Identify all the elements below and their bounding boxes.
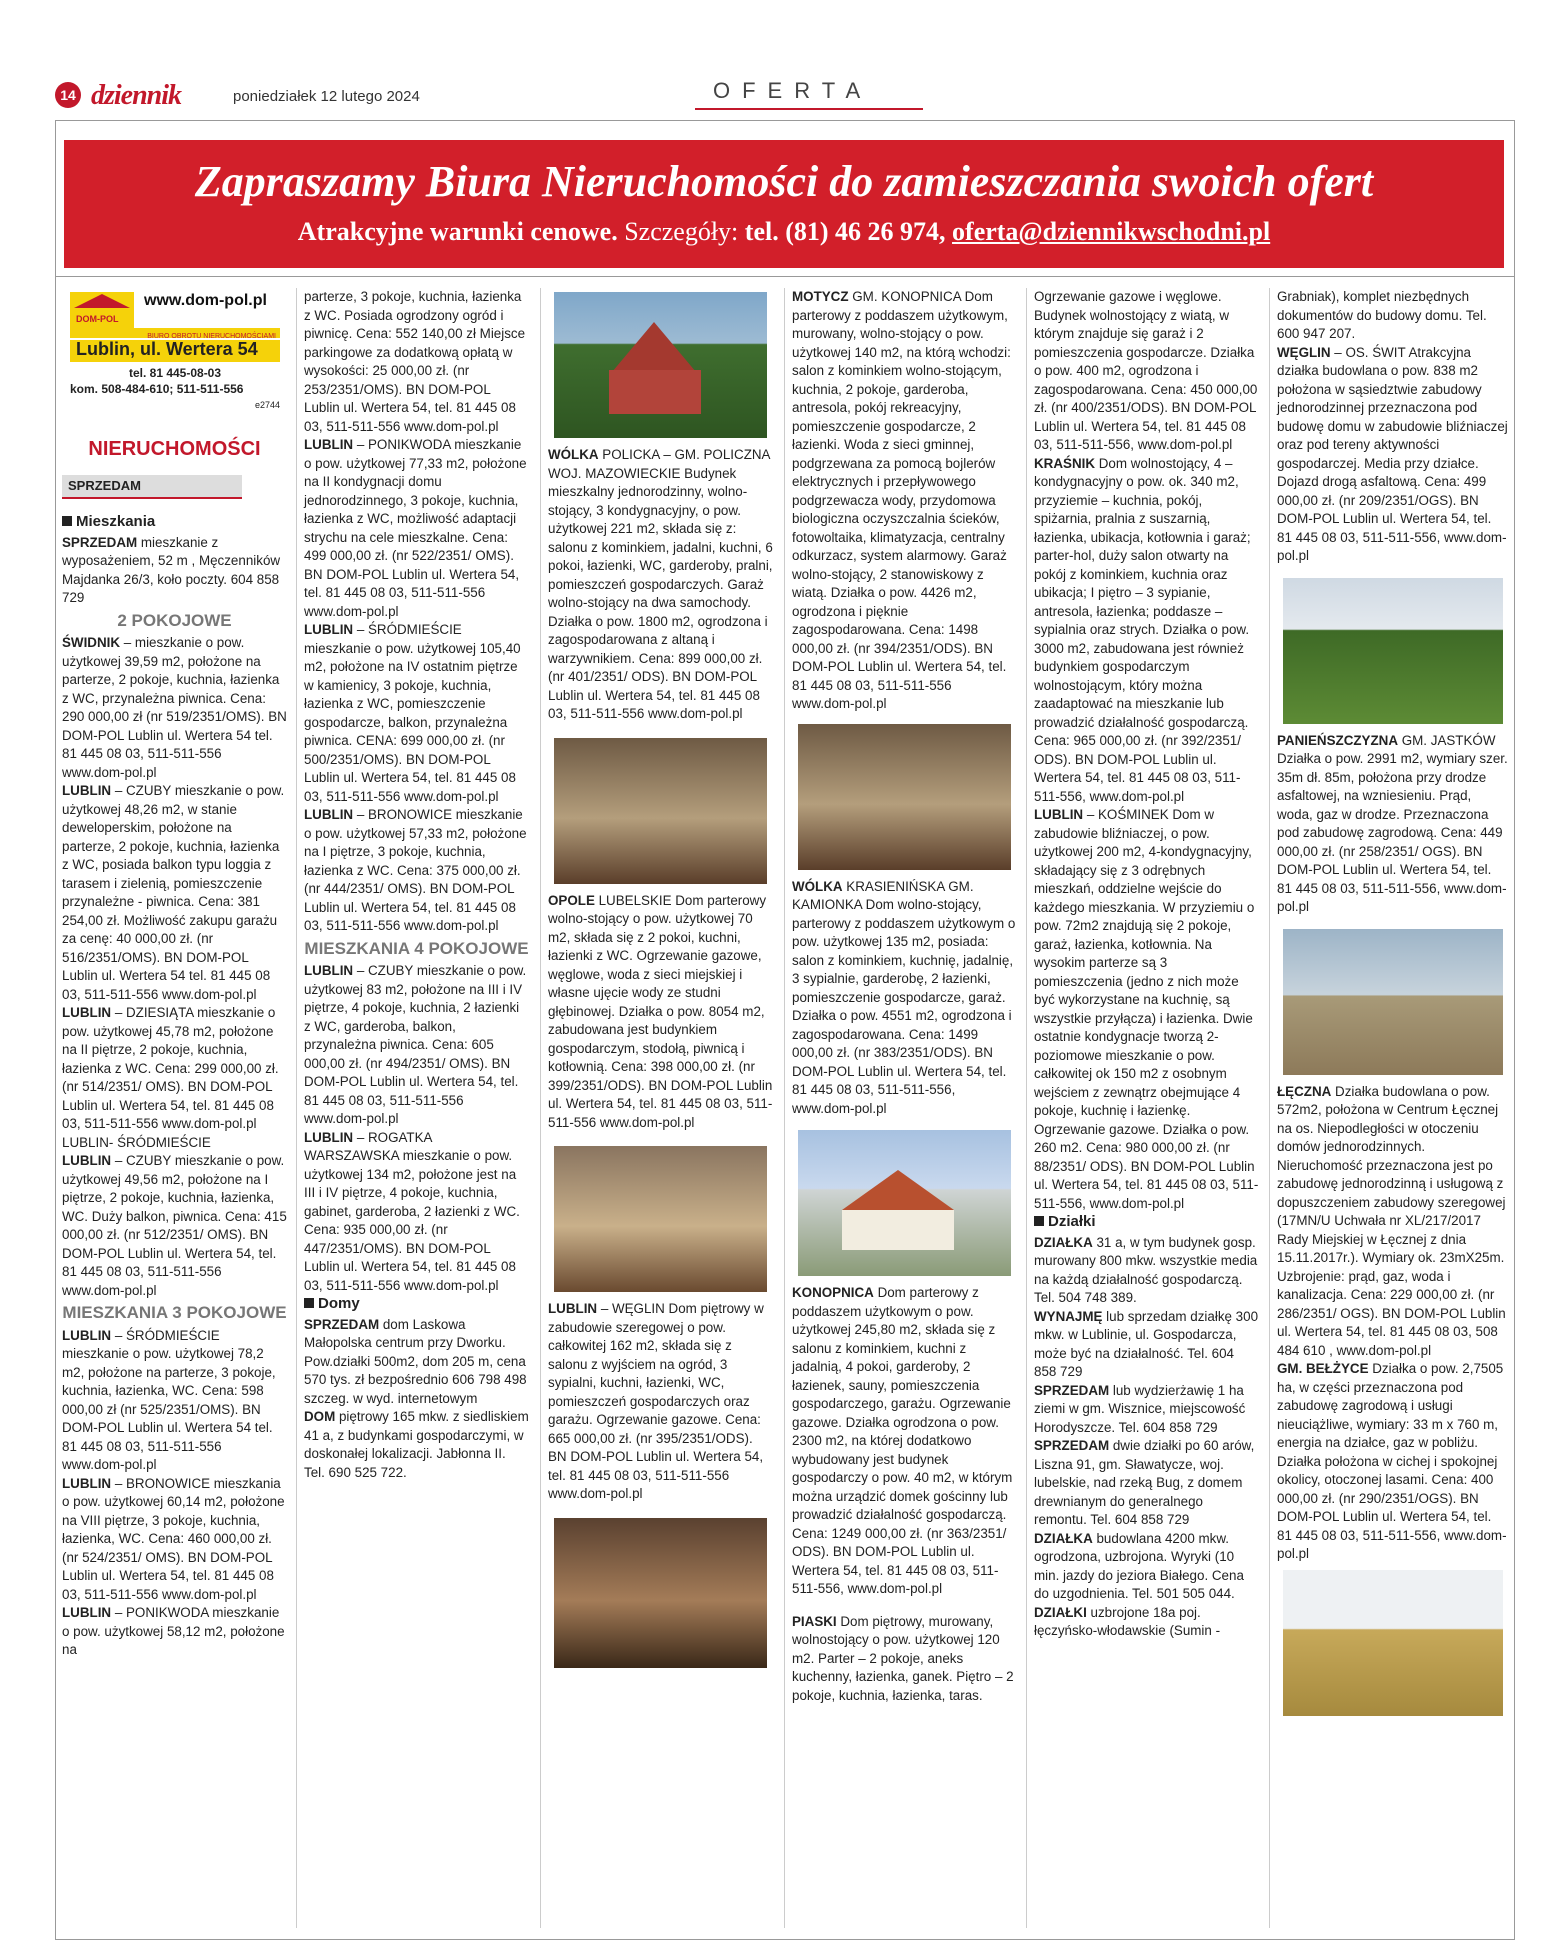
house-roof-icon: [74, 294, 130, 308]
banner-phone: tel. (81) 46 26 974,: [744, 217, 946, 246]
subcategory-heading: MIESZKANIA 3 POKOJOWE: [62, 1303, 287, 1322]
land-photo: [1283, 578, 1503, 724]
column-divider: [540, 288, 541, 1928]
listing: LUBLIN – PONIKWODA mieszkanie o pow. użytkowej 58,12 m2, położone na: [62, 1605, 285, 1657]
listing: LUBLIN – ŚRÓDMIEŚCIE mieszkanie o pow. użytkowej 105,40 m2, położone na IV ostatnim piętrze w kamienicy, 3 pokoje, kuchnia, łazienka z WC, pomieszczenie gospodarcze, balkon, przynależna piwnica. CENA: 699 000,00 zł. (nr 500/2351/OMS). BN DOM-POL Lublin ul. Wertera 54, tel. 81 445 08 03, 511-511-556 www.dom-pol.pl: [304, 622, 521, 804]
bullet-square-icon: [1034, 1216, 1044, 1226]
listing: Grabniak), komplet niezbędnych dokumentów do budowy domu. Tel. 600 947 207.: [1277, 289, 1487, 341]
listing: LUBLIN – ŚRÓDMIEŚCIE mieszkanie o pow. użytkowej 78,2 m2, położone na parterze, 3 pokoje, kuchnia, łazienka, WC. Cena: 598 000,00 zł (nr 525/2351/OMS). BN DOM-POL Lublin ul. Wertera 54 tel. 81 445 08 03, 511-511-556 www.dom-pol.pl: [62, 1327, 276, 1472]
ad-phone: tel. 81 445-08-03: [128, 366, 222, 380]
banner-email-link[interactable]: oferta@dziennikwschodni.pl: [952, 217, 1271, 246]
subcategory-label: Działki: [1048, 1213, 1096, 1230]
listing: DZIAŁKA budowlana 4200 mkw. ogrodzona, uzbrojona. Wyryki (10 min. jazdy do jeziora Białego. Cena do uzgodnienia. Tel. 501 505 044.: [1034, 1530, 1244, 1601]
subcategory-label: Domy: [318, 1295, 360, 1312]
divider: [55, 276, 1515, 277]
house-photo: [554, 292, 767, 438]
section-rule: [695, 108, 923, 110]
banner-title: Zapraszamy Biura Nieruchomości do zamieszczania swoich ofert: [194, 157, 1374, 206]
ad-code: e2744: [254, 400, 280, 410]
house-photo: [798, 1130, 1011, 1276]
dom-pol-ad[interactable]: [70, 292, 280, 412]
issue-date: poniedziałek 12 lutego 2024: [233, 88, 420, 105]
banner-subtitle: [64, 217, 1504, 247]
banner-conditions: Atrakcyjne warunki cenowe.: [297, 217, 618, 246]
column-4: [792, 288, 1017, 1705]
subcategory-label: Mieszkania: [76, 513, 156, 530]
listing: SPRZEDAM dom Laskowa Małopolska centrum przy Dworku. Pow.działki 500m2, dom 205 m, cena 570 tys. zł bezpośrednio 606 798 498 szczeg. w wyd. internetowym: [304, 1316, 527, 1406]
listing: LUBLIN – CZUBY mieszkanie o pow. użytkowej 83 m2, położone na III i IV piętrze, 4 pokoje, kuchnia, 2 łazienki z WC, garderoba, balkon, przynależna piwnica. Cena: 605 000,00 zł. (nr 494/2351/ OMS). BN DOM-POL Lublin ul. Wertera 54, tel. 81 445 08 03, 511-511-556 www.dom-pol.pl: [304, 963, 527, 1126]
listing: ŁĘCZNA Działka budowlana o pow. 572m2, położona w Centrum Łęcznej na os. Niepodległości w otoczeniu domów jednorodzinnych. Nieruchomość przeznaczona jest po zabudowę jednorodzinną i usługową z dopuszczeniem zabudowy szeregowej (17MN/U Uchwała nr XL/217/2017 Rady Miejskiej w Łęcznej z dnia 15.11.2017r.). Wymiary ok. 23mX25m. Uzbrojenie: prąd, gaz, woda i kanalizacja. Cena: 229 000,00 zł. (nr 286/2351/ OGS). BN DOM-POL Lublin ul. Wertera 54, tel. 81 445 08 03, 508 484 610 , www.dom-pol.pl: [1277, 1083, 1506, 1358]
listing: LUBLIN – ROGATKA WARSZAWSKA mieszkanie o pow. użytkowej 134 m2, położone jest na III i IV piętrze, 4 pokoje, kuchnia, gabinet, garderoba, 2 łazienki z WC. Cena: 935 000,00 zł. (nr 447/2351/OMS). BN DOM-POL Lublin ul. Wertera 54, tel. 81 445 08 03, 511-511-556 www.dom-pol.pl: [304, 1129, 520, 1293]
column-2: [304, 288, 529, 1482]
promo-banner: [64, 140, 1504, 268]
ad-address: Lublin, ul. Wertera 54: [70, 340, 280, 362]
column-divider: [296, 288, 297, 1928]
interior-photo: [554, 1146, 767, 1292]
category-label: SPRZEDAM: [62, 475, 242, 500]
listing: Ogrzewanie gazowe i węglowe. Budynek wolnostojący z wiatą, w którym znajduje się garaż i 2 pomieszczenia gospodarcze. Działka o pow. 400 m2, ogrodzona i zagospodarowana. Cena: 450 000,00 zł. (nr 400/2351/ODS). BN DOM-POL Lublin ul. Wertera 54, tel. 81 445 08 03, 511-511-556, www.dom-pol.pl: [1034, 289, 1258, 452]
subcategory-heading: [304, 1295, 529, 1314]
page-header: [55, 78, 1515, 112]
listing: KONOPNICA Dom parterowy z poddaszem użytkowym o pow. użytkowej 245,80 m2, składa się z salonu z kominkiem, kuchni z jadalnią, 4 pokoi, garderoby, 2 łazienek, sauny, pomieszczenia gospodarczego, garażu. Ogrzewanie gazowe. Działka ogrodzona o pow. 2300 m2, na której dodatkowo wybudowany jest budynek gospodarczy o pow. 40 m2, w którym można urządzić domek gościnny lub prowadzić działalność gospodarczą. Cena: 1249 000,00 zł. (nr 363/2351/ ODS). BN DOM-POL Lublin ul. Wertera 54, tel. 81 445 08 03, 511-511-556, www.dom-pol.pl: [792, 1285, 1013, 1596]
listing: OPOLE LUBELSKIE Dom parterowy wolno-stojący o pow. użytkowej 70 m2, składa się z 2 pokoi, kuchni, łazienki z WC. Ogrzewanie gazowe, węglowe, woda z sieci miejskiej i własne ujęcie wody ze studni głębinowej. Działka o pow. 8054 m2, zabudowana jest budynkiem gospodarczym, stodołą, piwnicą i kotłownią. Cena: 398 000,00 zł. (nr 399/2351/ODS). BN DOM-POL Lublin ul. Wertera 54, tel. 81 445 08 03, 511-511-556 www.dom-pol.pl: [548, 892, 773, 1130]
column-divider: [784, 288, 785, 1928]
subcategory-heading: MIESZKANIA 4 POKOJOWE: [304, 938, 529, 958]
section-heading: NIERUCHOMOŚCI: [88, 438, 261, 460]
listing: MOTYCZ GM. KONOPNICA Dom parterowy z poddaszem użytkowym, murowany, wolno-stojący o pow. użytkowej 140 m2, na którą wchodzi: salon z kominkiem wolno-stojącym, kuchnia, 2 pokoje, garderoba, antresola, pokój rekreacyjny, pomieszczenie gospodarcze, 2 łazienki. Woda z sieci gminnej, podgrzewana za pomocą bojlerów elektrycznych i przepływowego podgrzewacza wody, przydomowa biologiczna oczyszczalnia ścieków, fotowoltaika, klimatyzacja, centralny odkurzacz, system alarmowy. Garaż wolno-stojący, 2 stanowiskowy z wiatą. Działka o pow. 4426 m2, ogrodzona i pięknie zagospodarowana. Cena: 1498 000,00 zł. (nr 394/2351/ODS). BN DOM-POL Lublin ul. Wertera 54, tel. 81 445 08 03, 511-511-556 www.dom-pol.pl: [792, 289, 1011, 711]
listing: LUBLIN – DZIESIĄTA mieszkanie o pow. użytkowej 45,78 m2, położone na II piętrze, 2 pokoje, kuchnia, łazienka z WC. Cena: 299 000,00 zł. (nr 514/2351/ OMS). BN DOM-POL Lublin ul. Wertera 54, tel. 81 445 08 03, 511-511-556 www.dom-pol.pl LUBLIN- ŚRÓDMIEŚCIE: [62, 1005, 279, 1150]
listing: SPRZEDAM lub wydzierżawię 1 ha ziemi w gm. Wisznice, miejscowość Horodyszcze. Tel. 604 858 729: [1034, 1382, 1246, 1435]
ad-url[interactable]: www.dom-pol.pl: [144, 292, 267, 309]
column-1: [62, 288, 287, 1660]
listing: LUBLIN – BRONOWICE mieszkania o pow. użytkowej 60,14 m2, położone na VIII piętrze, 3 pokoje, kuchnia, łazienka, WC. Cena: 460 000,00 zł. (nr 524/2351/ OMS). BN DOM-POL Lublin ul. Wertera 54, tel. 81 445 08 03, 511-511-556 www.dom-pol.pl: [62, 1475, 285, 1602]
listing: DZIAŁKA 31 a, w tym budynek gosp. murowany 800 mkw. wszystkie media na każdą działalność gospodarczą. Tel. 504 748 389.: [1034, 1234, 1258, 1305]
listing: LUBLIN – PONIKWODA mieszkanie o pow. użytkowej 77,33 m2, położone na II kondygnacji domu jednorodzinnego, 3 pokoje, kuchnia, łazienka z WC, możliwość adaptacji strychu na cele mieszkalne. Cena: 499 000,00 zł. (nr 522/2351/ OMS). BN DOM-POL Lublin ul. Wertera 54, tel. 81 445 08 03, 511-511-556 www.dom-pol.pl: [304, 437, 527, 619]
dom-pol-logo: [70, 292, 134, 328]
listing: parterze, 3 pokoje, kuchnia, łazienka z WC. Posiada ogrodzony ogród i piwnicę. Cena: 552 140,00 zł Miejsce parkingowe za dodatkową opłatą w wysokości: 25 000,00 zł. (nr 253/2351/OMS). BN DOM-POL Lublin ul. Wertera 54, tel. 81 445 08 03, 511-511-556 www.dom-pol.pl: [304, 289, 526, 434]
interior-photo: [554, 738, 767, 884]
column-3: [548, 288, 773, 1676]
subcategory-heading: 2 POKOJOWE: [117, 610, 232, 630]
listing: WĘGLIN – OS. ŚWIT Atrakcyjna działka budowlana o pow. 838 m2 położona w sąsiedztwie zabudowy jednorodzinnej przeznaczona pod budowę domu w zabudowie bliźniaczej oraz pod tereny aktywności gospodarczej. Media przy działce. Dojazd drogą asfaltową. Cena: 499 000,00 zł. (nr 209/2351/OGS). BN DOM-POL Lublin ul. Wertera 54, tel. 81 445 08 03, 511-511-556, www.dom-pol.pl: [1277, 344, 1508, 563]
ad-mobile: kom. 508-484-610; 511-511-556: [70, 382, 244, 396]
interior-photo: [798, 724, 1011, 870]
banner-details-label: Szczegóły:: [617, 217, 745, 246]
ad-tagline: BIURO OBROTU NIERUCHOMOŚCIAMI: [70, 328, 280, 338]
column-5: [1034, 288, 1259, 1641]
section-title: OFERTA: [713, 78, 873, 103]
listing: LUBLIN – KOŚMINEK Dom w zabudowie bliźniaczej, o pow. użytkowej 200 m2, 4-kondygnacyjny, składający się z 3 odrębnych mieszkań, oddzielne wejście do każdego mieszkania. W przyziemiu o pow. 72m2 znajdują się 2 pokoje, garaż, łazienka, kotłownia. Na wysokim parterze są 3 pomieszczenia (jedno z nich może być wykorzystane na kuchnię, są wszystkie przyłącza) i łazienka. Dwie ostatnie kondygnacje tworzą 2-poziomowe mieszkanie o pow. całkowitej ok 150 m2 z osobnym wejściem z zewnątrz obejmujące 4 pokoje, kuchnię i łazienkę. Ogrzewanie gazowe. Działka o pow. 260 m2. Cena: 980 000,00 zł. (nr 88/2351/ ODS). BN DOM-POL Lublin ul. Wertera 54, tel. 81 445 08 03, 511-511-556, www.dom-pol.pl: [1034, 807, 1259, 1211]
listing: SPRZEDAM dwie działki po 60 arów, Liszna 91, gm. Sławatycze, woj. lubelskie, nad rzeką Bug, z domem drewnianym do generalnego remontu. Tel. 604 858 729: [1034, 1438, 1255, 1527]
subcategory-heading: [62, 513, 287, 532]
listing: LUBLIN – WĘGLIN Dom piętrowy w zabudowie szeregowej o pow. całkowitej 162 m2, składa się z salonu z wyjściem na ogród, 3 sypialni, kuchni, łazienki, WC, pomieszczeń gospodarczych oraz garażu. Ogrzewanie gazowe. Cena: 665 000,00 zł. (nr 395/2351/ODS). BN DOM-POL Lublin ul. Wertera 54, tel. 81 445 08 03, 511-511-556 www.dom-pol.pl: [548, 1301, 764, 1501]
subcategory-heading: [1034, 1213, 1259, 1232]
listing: PANIEŃSZCZYZNA GM. JASTKÓW Działka o pow. 2991 m2, wymiary szer. 35m dł. 85m, położona przy drodze asfaltowej, na wzniesieniu. Prąd, woda, gaz w drodze. Przeznaczona pod zabudowę zagrodową. Cena: 449 000,00 zł. (nr 258/2351/ OGS). BN DOM-POL Lublin ul. Wertera 54, tel. 81 445 08 03, 511-511-556, www.dom-pol.pl: [1277, 732, 1508, 914]
land-photo: [1283, 1570, 1503, 1716]
listing: KRAŚNIK Dom wolnostojący, 4 – kondygnacyjny o pow. ok. 340 m2, przyziemie – kuchnia, pokój, spiżarnia, pralnia z suszarnią, łazienka, ubikacja, kotłownia i garaż; parter-hol, duży salon otwarty na pokój z kominkiem, kuchnia oraz ubikacja; I piętro – 3 sypianie, antresola, łazienka; poddasze – sypialnia oraz strych. Działka o pow. 3000 m2, zabudowana jest również budynkiem gospodarczym wolnostojącym, który można zaadaptować na mieszkanie lub prowadzić działalność gospodarczą. Cena: 965 000,00 zł. (nr 392/2351/ ODS). BN DOM-POL Lublin ul. Wertera 54, tel. 81 445 08 03, 511-511-556, www.dom-pol.pl: [1034, 455, 1251, 804]
newspaper-logo[interactable]: dziennik: [91, 80, 182, 111]
column-6: [1277, 288, 1509, 1724]
listing: GM. BEŁŻYCE Działka o pow. 2,7505 ha, w części przeznaczona pod zabudowę zagrodową i usługi nieuciążliwe, wymiary: 33 m x 760 m, energia na działce, gaz w pobliżu. Działka położona w cichej i spokojnej okolicy, otoczonej lasami. Cena: 400 000,00 zł. (nr 290/2351/OGS). BN DOM-POL Lublin ul. Wertera 54, tel. 81 445 08 03, 511-511-556, www.dom-pol.pl: [1277, 1361, 1507, 1561]
page-number: 14: [55, 82, 81, 108]
listing: WÓLKA KRASIENIŃSKA GM. KAMIONKA Dom wolno-stojący, parterowy z poddaszem użytkowym o pow. użytkowej 135 m2, posiada: salon z kominkiem, kuchnię, jadalnię, 3 sypialnie, garderobę, 2 łazienki, pomieszczenie gospodarcze, garaż. Działka o pow. 4551 m2, ogrodzona i zagospodarowana. Cena: 1499 000,00 zł. (nr 383/2351/ODS). BN DOM-POL Lublin ul. Wertera 54, tel. 81 445 08 03, 511-511-556, www.dom-pol.pl: [792, 878, 1016, 1116]
bullet-square-icon: [62, 516, 72, 526]
ad-logo-text: DOM-POL: [76, 314, 119, 324]
listing: LUBLIN – CZUBY mieszkanie o pow. użytkowej 49,56 m2, położone na I piętrze, 2 pokoje, kuchnia, łazienka, WC. Duży balkon, piwnica. Cena: 415 000,00 zł. (nr 512/2351/ OMS). BN DOM-POL Lublin ul. Wertera 54, tel. 81 445 08 03, 511-511-556 www.dom-pol.pl: [62, 1153, 287, 1298]
listing: DOM piętrowy 165 mkw. z siedliskiem 41 a, z budynkami gospodarczymi, w doskonałej lokalizacji. Jabłonna II. Tel. 690 525 722.: [304, 1409, 529, 1480]
listing: PIASKI Dom piętrowy, murowany, wolnostojący o pow. użytkowej 120 m2. Parter – 2 pokoje, aneks kuchenny, łazienka, ganek. Piętro – 2 pokoje, kuchnia, łazienka, taras.: [792, 1613, 1014, 1703]
listing: WÓLKA POLICKA – GM. POLICZNA WOJ. MAZOWIECKIE Budynek mieszkalny jednorodzinny, wolno-stojący, 3 kondygnacyjny, o pow. użytkowej 221 m2, składa się z: salonu z kominkiem, jadalni, kuchni, 6 pokoi, łazienki, WC, garderoby, pralni, pomieszczeń gospodarczych. Garaż wolno-stojący na dwa samochody. Działka o pow. 1800 m2, ogrodzona i zagospodarowana z altaną i warzywnikiem. Cena: 899 000,00 zł. (nr 401/2351/ ODS). BN DOM-POL Lublin ul. Wertera 54, tel. 81 445 08 03, 511-511-556 www.dom-pol.pl: [548, 447, 773, 721]
column-divider: [1026, 288, 1027, 1928]
listing: DZIAŁKI uzbrojone 18a poj. łęczyńsko-włodawskie (Sumin -: [1034, 1604, 1221, 1638]
listing: WYNAJMĘ lub sprzedam działkę 300 mkw. w Lublinie, ul. Gospodarcza, może być na działalność. Tel. 604 858 729: [1034, 1308, 1259, 1379]
interior-photo: [554, 1518, 767, 1668]
column-divider: [1269, 288, 1270, 1928]
bullet-square-icon: [304, 1298, 314, 1308]
listing: SPRZEDAM mieszkanie z wyposażeniem, 52 m , Męczenników Majdanka 26/3, koło poczty. 604 858 729: [62, 534, 281, 605]
land-photo: [1283, 929, 1503, 1075]
listing: LUBLIN – CZUBY mieszkanie o pow. użytkowej 48,26 m2, w stanie deweloperskim, położone na parterze, 2 pokoje, kuchnia, łazienka z WC, posiada balkon typu loggia z tarasem i zielenią, pomieszczenie przynależne - piwnica. Cena: 381 254,00 zł. Możliwość zakupu garażu za cenę: 40 000,00 zł. (nr 516/2351/OMS). BN DOM-POL Lublin ul. Wertera 54 tel. 81 445 08 03, 511-511-556 www.dom-pol.pl: [62, 783, 285, 1002]
listing: ŚWIDNIK – mieszkanie o pow. użytkowej 39,59 m2, położone na parterze, 2 pokoje, kuchnia, łazienka z WC, przynależna piwnica. Cena: 290 000,00 zł (nr 519/2351/OMS). BN DOM-POL Lublin ul. Wertera 54 tel. 81 445 08 03, 511-511-556 www.dom-pol.pl: [62, 635, 287, 780]
listing: LUBLIN – BRONOWICE mieszkanie o pow. użytkowej 57,33 m2, położone na I piętrze, 3 pokoje, kuchnia, łazienka z WC. Cena: 375 000,00 zł. (nr 444/2351/ OMS). BN DOM-POL Lublin ul. Wertera 54, tel. 81 445 08 03, 511-511-556 www.dom-pol.pl: [304, 807, 527, 933]
